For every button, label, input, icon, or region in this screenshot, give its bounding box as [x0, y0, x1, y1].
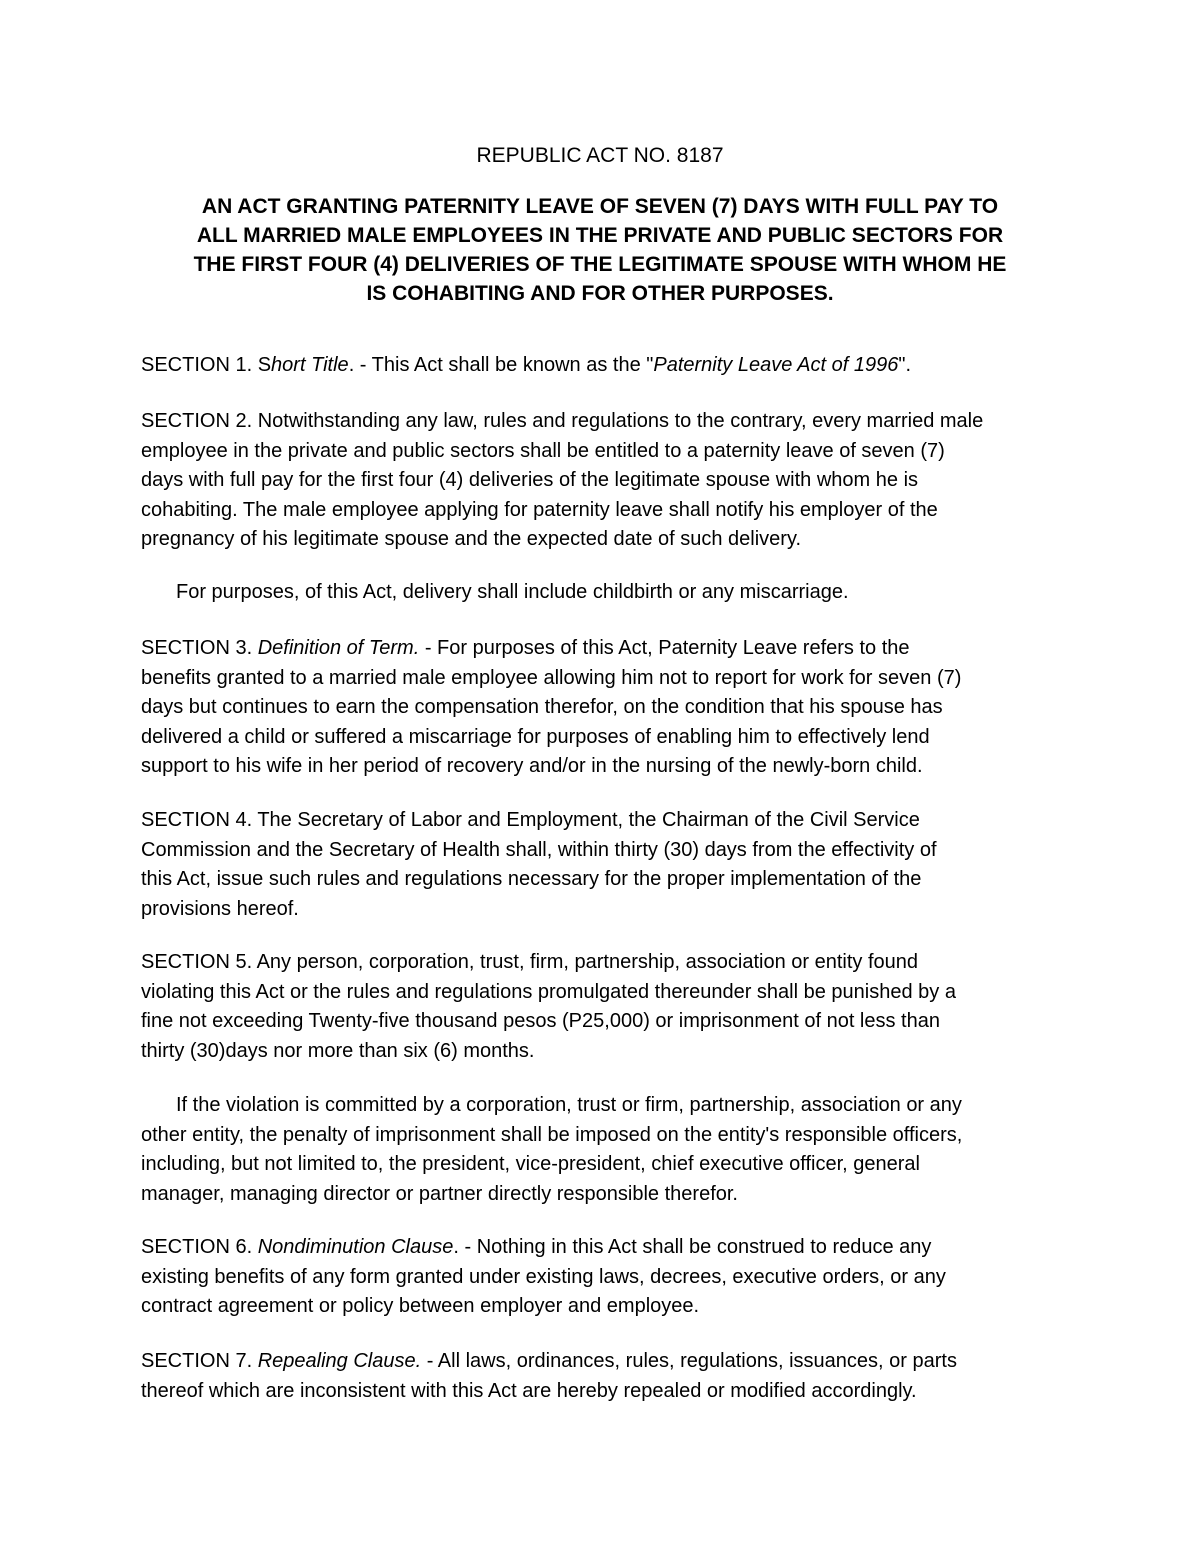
section-line: delivered a child or suffered a miscarriage for purposes of enabling him to effectively lend: [141, 725, 930, 748]
section-5-note: [141, 1091, 1106, 1209]
section-line: other entity, the penalty of imprisonment shall be imposed on the entity's responsible officers,: [141, 1123, 963, 1146]
section-1: [141, 351, 1071, 381]
section-text: ".: [898, 354, 911, 376]
section-line: cohabiting. The male employee applying for paternity leave shall notify his employer of the: [141, 498, 938, 521]
section-line: manager, managing director or partner directly responsible therefor.: [141, 1182, 738, 1205]
section-line: days with full pay for the first four (4) deliveries of the legitimate spouse with whom he is: [141, 469, 919, 491]
section-line: Commission and the Secretary of Health shall, within thirty (30) days from the effectivity of: [141, 838, 937, 861]
section-line: contract agreement or policy between employer and employee.: [141, 1295, 700, 1317]
section-label: SECTION 7.: [141, 1350, 258, 1372]
section-line: SECTION 2. Notwithstanding any law, rules and regulations to the contrary, every married male: [141, 410, 984, 432]
act-title: [150, 192, 1050, 308]
section-7: [141, 1347, 1071, 1406]
section-2-note: [176, 578, 1106, 608]
section-line: [141, 1233, 1071, 1263]
section-line: If the violation is committed by a corporation, trust or firm, partnership, association or any: [176, 1094, 962, 1116]
section-heading: Definition of Term.: [257, 637, 420, 659]
section-label: SECTION 1.: [141, 354, 258, 376]
section-line: support to his wife in her period of recovery and/or in the nursing of the newly-born child.: [141, 755, 923, 777]
section-heading: Nondiminution Clause: [257, 1236, 454, 1258]
section-line: thereof which are inconsistent with this Act are hereby repealed or modified accordingly.: [141, 1379, 917, 1402]
section-label: SECTION 6.: [141, 1236, 258, 1258]
section-5: [141, 948, 1071, 1066]
section-line: employee in the private and public sectors shall be entitled to a paternity leave of seven (7): [141, 439, 945, 462]
act-title-line: AN ACT GRANTING PATERNITY LEAVE OF SEVEN (7) DAYS WITH FULL PAY TO: [201, 195, 999, 218]
section-line: thirty (30)days nor more than six (6) months.: [141, 1039, 535, 1062]
section-2: [141, 407, 1071, 555]
act-title-line: ALL MARRIED MALE EMPLOYEES IN THE PRIVATE AND PUBLIC SECTORS FOR: [196, 224, 1004, 247]
section-line: benefits granted to a married male employee allowing him not to report for work for seven (7): [141, 666, 962, 689]
section-line: this Act, issue such rules and regulations necessary for the proper implementation of the: [141, 868, 922, 890]
section-line: SECTION 4. The Secretary of Labor and Employment, the Chairman of the Civil Service: [141, 809, 920, 831]
section-line: For purposes, of this Act, delivery shall include childbirth or any miscarriage.: [176, 581, 849, 603]
section-3: [141, 634, 1071, 782]
section-line: pregnancy of his legitimate spouse and the expected date of such delivery.: [141, 528, 802, 550]
section-heading: hort Title: [271, 354, 349, 376]
section-line: provisions hereof.: [141, 897, 299, 920]
section-heading: Repealing Clause.: [257, 1350, 422, 1372]
section-text: . - Nothing in this Act shall be construed to reduce any: [453, 1236, 932, 1258]
section-line: violating this Act or the rules and regulations promulgated thereunder shall be punished by a: [141, 980, 956, 1003]
section-text: . - This Act shall be known as the ": [348, 354, 654, 376]
section-1-line: [141, 351, 1071, 381]
section-line: [141, 634, 1071, 664]
act-title-line: IS COHABITING AND FOR OTHER PURPOSES.: [366, 282, 834, 305]
section-line: including, but not limited to, the president, vice-president, chief executive officer, general: [141, 1153, 920, 1175]
section-line: existing benefits of any form granted under existing laws, decrees, executive orders, or any: [141, 1265, 946, 1288]
act-number: REPUBLIC ACT NO. 8187: [476, 144, 724, 167]
section-label: SECTION 3.: [141, 637, 258, 659]
section-line: fine not exceeding Twenty-five thousand pesos (P25,000) or imprisonment of not less than: [141, 1010, 940, 1032]
act-title-line: THE FIRST FOUR (4) DELIVERIES OF THE LEGITIMATE SPOUSE WITH WHOM HE: [193, 253, 1007, 276]
section-line: SECTION 5. Any person, corporation, trust, firm, partnership, association or entity found: [141, 951, 919, 973]
section-6: [141, 1233, 1071, 1322]
section-4: [141, 806, 1071, 924]
act-short-title: Paternity Leave Act of 1996: [653, 354, 899, 376]
section-line: days but continues to earn the compensation therefor, on the condition that his spouse has: [141, 696, 943, 718]
section-heading: S: [257, 354, 272, 376]
section-text: - For purposes of this Act, Paternity Leave refers to the: [419, 637, 910, 659]
section-text: - All laws, ordinances, rules, regulations, issuances, or parts: [421, 1350, 957, 1372]
section-line: [141, 1347, 1071, 1377]
